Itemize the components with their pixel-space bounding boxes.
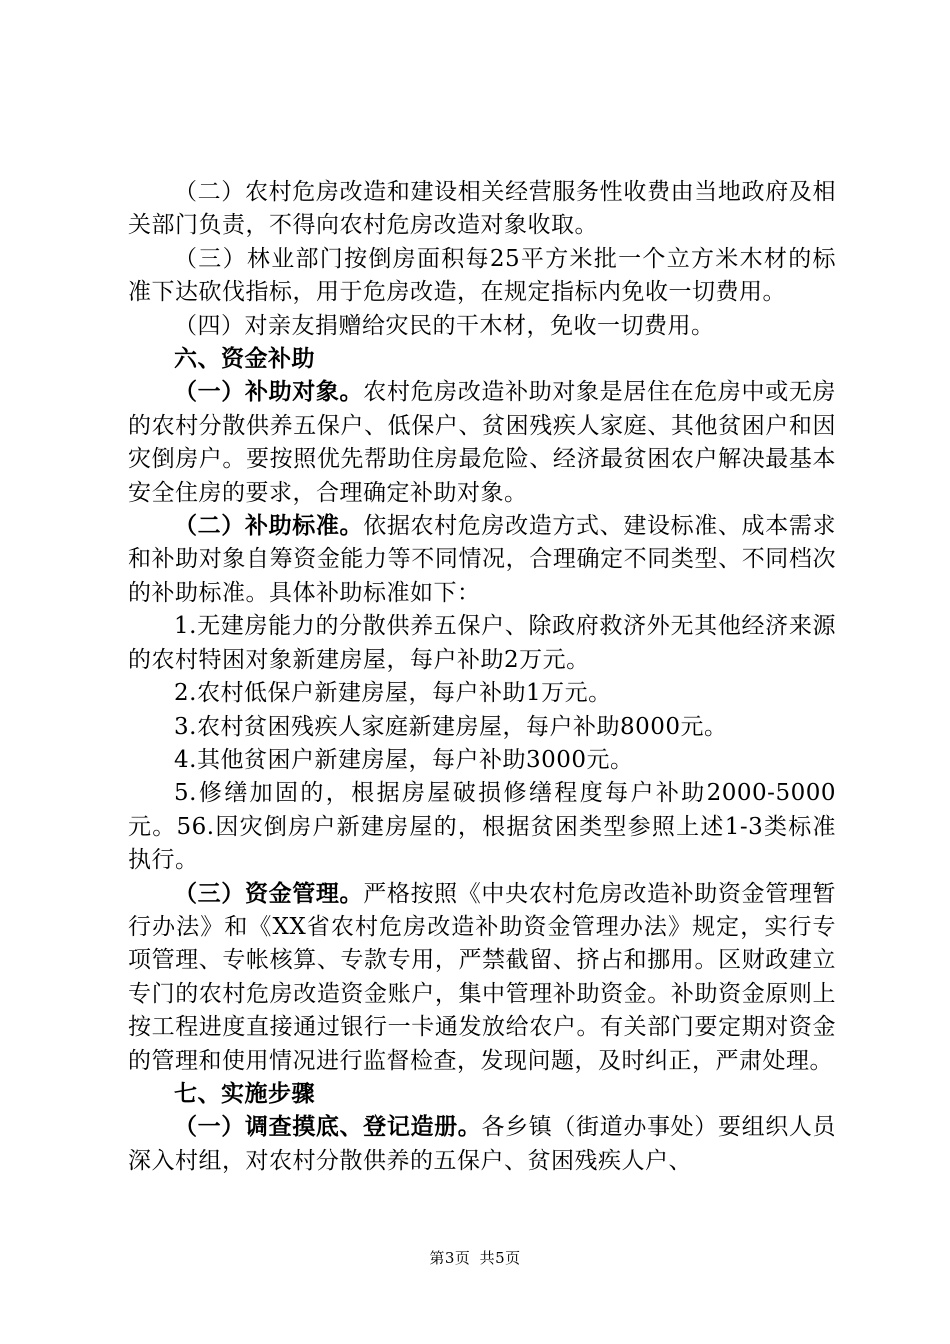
paragraph-subsidy-standards (128, 510, 836, 610)
paragraph-fund-management (128, 878, 836, 1078)
lead-fund-management: （三）资金管理。 (174, 880, 364, 907)
paragraph-donated-timber: （四）对亲友捐赠给灾民的干木材，免收一切费用。 (174, 312, 715, 339)
text-survey-registration: 各乡镇（街道办事处）要组织人员深入村组，对农村分散供养的五保户、贫困残疾人户、 (128, 1114, 837, 1174)
list-item-standard-4: 4.其他贫困户新建房屋，每户补助3000元。 (174, 746, 634, 773)
lead-subsidy-standards: （二）补助标准。 (174, 513, 364, 540)
section-heading-implementation: 七、实施步骤 (174, 1080, 315, 1107)
page-total: 共5页 (479, 1249, 521, 1267)
lead-survey-registration: （一）调查摸底、登记造册。 (174, 1114, 482, 1141)
list-item-standard-1: 1.无建房能力的分散供养五保户、除政府救济外无其他经济来源的农村特困对象新建房屋，每户补助2万元。 (128, 613, 836, 673)
paragraph-fee-responsibility: （二）农村危房改造和建设相关经营服务性收费由当地政府及相关部门负责，不得向农村危房改造对象收取。 (128, 179, 836, 239)
document-body (128, 176, 836, 1178)
paragraph-survey-registration (128, 1111, 836, 1178)
list-item-standard-3: 3.农村贫困残疾人家庭新建房屋，每户补助8000元。 (174, 713, 728, 740)
section-heading-funding: 六、资金补助 (174, 346, 315, 373)
list-item-standard-5: 5.修缮加固的，根据房屋破损修缮程度每户补助2000-5000元。56.因灾倒房户新建房屋的，根据贫困类型参照上述1-3类标准执行。 (128, 780, 836, 874)
paragraph-forestry-quota: （三）林业部门按倒房面积每25平方米批一个立方米木材的标准下达砍伐指标，用于危房改造，在规定指标内免收一切费用。 (128, 245, 836, 306)
text-fund-management: 严格按照《中央农村危房改造补助资金管理暂行办法》和《XX省农村危房改造补助资金管理办法》规定，实行专项管理、专帐核算、专款专用，严禁截留、挤占和挪用。区财政建立专门的农村危房改造资金账户，集中管理补助资金。补助资金原则上按工程进度直接通过银行一卡通发放给农户。有关部门要定期对资金的管理和使用情况进行监督检查，发现问题，及时纠正，严肃处理。 (128, 880, 837, 1074)
text-subsidy-targets: 农村危房改造补助对象是居住在危房中或无房的农村分散供养五保户、低保户、贫困残疾人家庭、其他贫困户和因灾倒房户。要按照优先帮助住房最危险、经济最贫困农户解决最基本安全住房的要求，合理确定补助对象。 (128, 379, 837, 506)
text-subsidy-standards: 依据农村危房改造方式、建设标准、成本需求和补助对象自筹资金能力等不同情况，合理确定不同类型、不同档次的补助标准。具体补助标准如下： (128, 513, 837, 606)
page-number: 第3页 (429, 1249, 471, 1267)
list-item-standard-2: 2.农村低保户新建房屋，每户补助1万元。 (174, 680, 612, 707)
paragraph-subsidy-targets (128, 376, 836, 510)
lead-subsidy-targets: （一）补助对象。 (174, 379, 364, 406)
page-footer (0, 1248, 950, 1268)
